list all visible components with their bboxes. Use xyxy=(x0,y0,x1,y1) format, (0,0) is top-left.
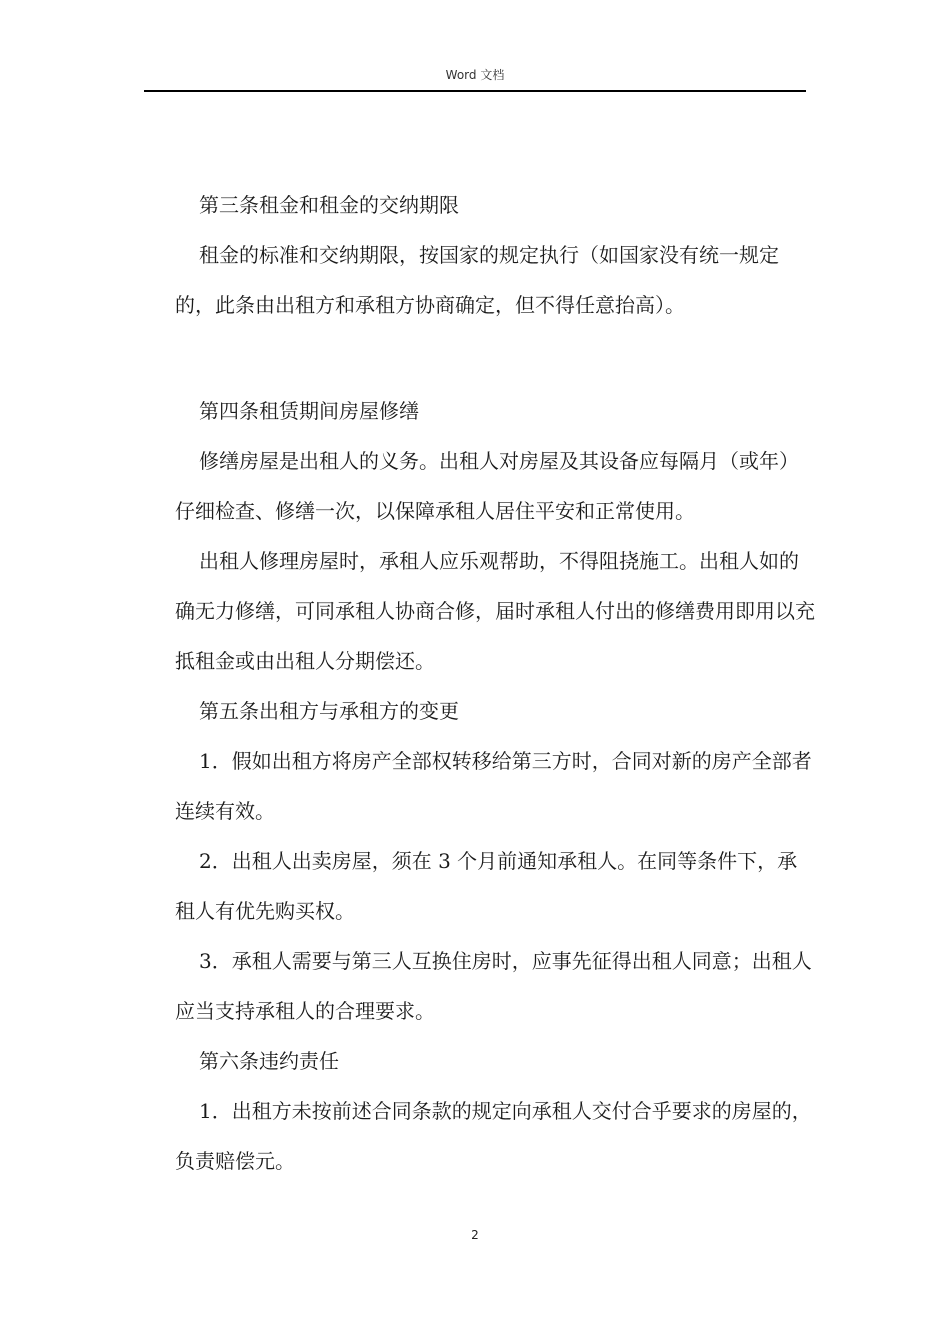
page-number: 2 xyxy=(471,1228,479,1242)
body-paragraph: 修缮房屋是出租人的义务。出租人对房屋及其设备应每隔月（或年）仔细检查、修缮一次，以保障承租人居住平安和正常使用。 xyxy=(175,449,799,523)
article-heading: 第六条违约责任 xyxy=(199,1049,339,1073)
list-item: 1．假如出租方将房产全部权转移给第三方时，合同对新的房产全部者连续有效。 xyxy=(175,749,812,823)
document-body xyxy=(175,180,815,1186)
article-heading: 第五条出租方与承租方的变更 xyxy=(199,699,459,723)
paragraph-gap xyxy=(175,330,815,386)
page-header xyxy=(144,62,806,92)
list-item: 3．承租人需要与第三人互换住房时，应事先征得出租人同意；出租人应当支持承租人的合理要求。 xyxy=(175,949,812,1023)
header-title: Word 文档 xyxy=(445,68,505,82)
article-heading: 第四条租赁期间房屋修缮 xyxy=(199,399,419,423)
body-paragraph: 出租人修理房屋时，承租人应乐观帮助，不得阻挠施工。出租人如的确无力修缮，可同承租人协商合修，届时承租人付出的修缮费用即用以充抵租金或由出租人分期偿还。 xyxy=(175,549,815,673)
article-heading: 第三条租金和租金的交纳期限 xyxy=(199,193,459,217)
body-paragraph: 租金的标准和交纳期限，按国家的规定执行（如国家没有统一规定的，此条由出租方和承租方协商确定，但不得任意抬高）。 xyxy=(175,243,779,317)
list-item: 2．出租人出卖房屋，须在 3 个月前通知承租人。在同等条件下，承租人有优先购买权。 xyxy=(175,849,798,923)
list-item: 1．出租方未按前述合同条款的规定向承租人交付合乎要求的房屋的，负责赔偿元。 xyxy=(175,1099,812,1173)
